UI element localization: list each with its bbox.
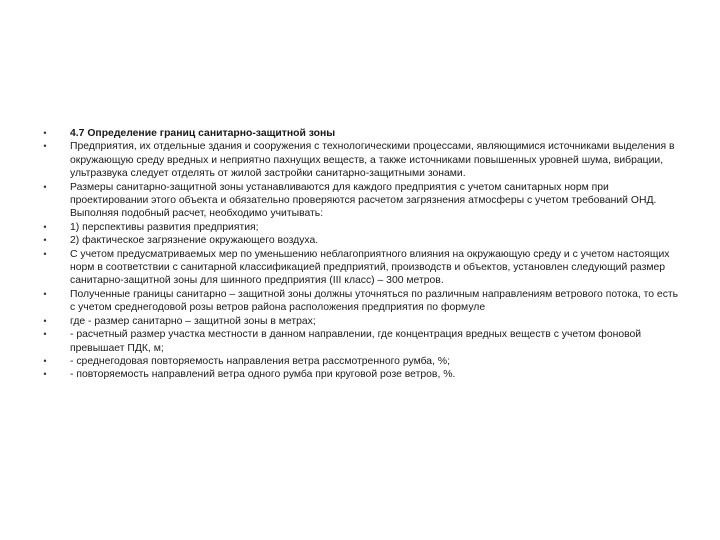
paragraph-text: Размеры санитарно-защитной зоны устанавливаются для каждого предприятия с учетом санитарных норм при проектировании этого объекта и обязательно проверяются расчетом загрязнения атмосферы с учетом требований ОНД. Выполняя подобный расчет, необходимо учитывать: <box>70 181 657 220</box>
list-item <box>40 140 680 180</box>
section-title: 4.7 Определение границ санитарно-защитной зоны <box>70 128 336 139</box>
list-item <box>40 234 680 247</box>
list-item <box>40 221 680 234</box>
bullet-icon: • <box>43 355 47 366</box>
bullet-list <box>40 127 680 382</box>
paragraph-text: 1) перспективы развития предприятия; <box>70 221 259 233</box>
paragraph-text: - среднегодовая повторяемость направления ветра рассмотренного румба, %; <box>70 355 450 367</box>
bullet-icon: • <box>43 181 47 192</box>
list-item <box>40 181 680 221</box>
bullet-icon: • <box>43 315 47 326</box>
paragraph-text: - повторяемость направлений ветра одного румба при круговой розе ветров, %. <box>70 369 456 381</box>
bullet-icon: • <box>43 288 47 299</box>
list-item <box>40 315 680 328</box>
list-item <box>40 355 680 368</box>
bullet-icon: • <box>43 141 47 152</box>
slide-content <box>40 127 680 382</box>
list-item <box>40 368 680 381</box>
paragraph-text: где - размер санитарно – защитной зоны в метрах; <box>70 315 316 327</box>
bullet-icon: • <box>43 369 47 380</box>
list-item <box>40 248 680 288</box>
bullet-icon: • <box>43 248 47 259</box>
bullet-icon: • <box>43 329 47 340</box>
paragraph-text: 2) фактическое загрязнение окружающего воздуха. <box>70 235 319 247</box>
bullet-icon: • <box>43 128 47 138</box>
list-item <box>40 288 680 315</box>
paragraph-text: С учетом предусматриваемых мер по уменьшению неблагоприятного влияния на окружающую среду и с учетом настоящих норм в соответствии с санитарной классификацией предприятий, производств и объектов, установлен следующий размер санитарно-защитной зоны для шинного предприятия (III класс) – 300 метров. <box>70 248 670 287</box>
list-item-title <box>40 127 680 140</box>
bullet-icon: • <box>43 235 47 246</box>
list-item <box>40 328 680 355</box>
bullet-icon: • <box>43 221 47 232</box>
paragraph-text: Предприятия, их отдельные здания и сооружения с технологическими процессами, являющимися источниками выделения в окружающую среду вредных и неприятно пахнущих веществ, а также источниками повышенных уровней шума, вибрации, ультразвука следует отделять от жилой застройки санитарно-защитными зонами. <box>70 141 675 180</box>
paragraph-text: Полученные границы санитарно – защитной зоны должны уточняться по различным направлениям ветрового потока, то есть с учетом среднегодовой розы ветров района расположения предприятия по формуле <box>70 288 679 314</box>
paragraph-text: - расчетный размер участка местности в данном направлении, где концентрация вредных веществ с учетом фоновой превышает ПДК, м; <box>70 329 642 354</box>
